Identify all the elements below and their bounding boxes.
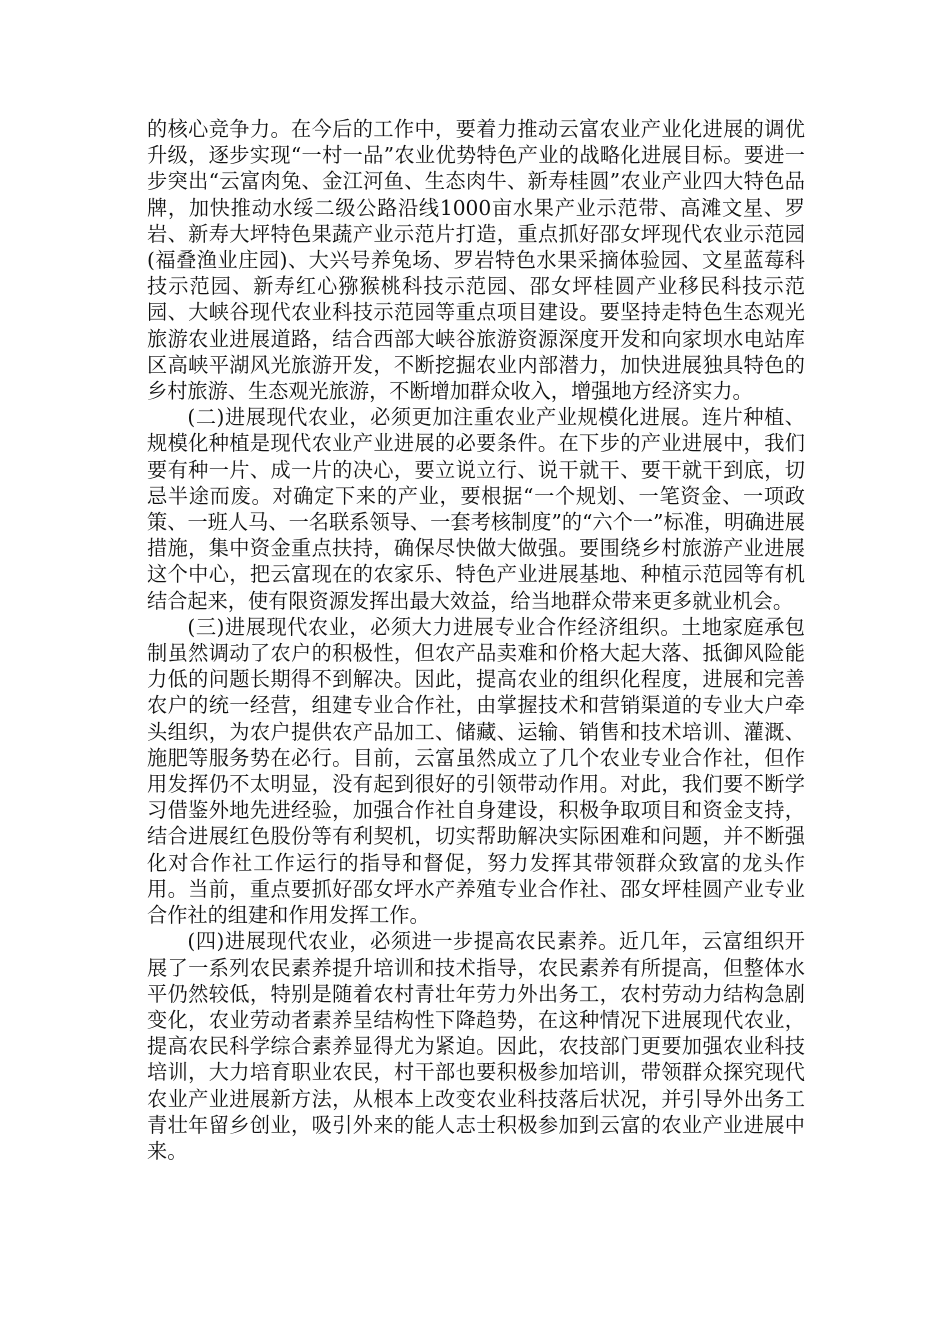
paragraph-section-4: (四)进展现代农业，必须进一步提高农民素养。近几年，云富组织开展了一系列农民素养提升培训和技术指导，农民素养有所提高，但整体水平仍然较低，特别是随着农村青壮年劳力外出务工，农村劳动力结构急剧变化，农业劳动者素养呈结构性下降趋势，在这种情况下进展现代农业，提高农民科学综合素养显得尤为紧迫。因此，农技部门更要加强农业科技培训，大力培育职业农民，村干部也要积极参加培训，带领群众探究现代农业产业进展新方法，从根本上改变农业科技落后状况，并引导外出务工青壮年留乡创业，吸引外来的能人志士积极参加到云富的农业产业进展中来。	[147, 929, 805, 1163]
paragraph-section-2: (二)进展现代农业，必须更加注重农业产业规模化进展。连片种植、规模化种植是现代农业产业进展的必要条件。在下步的产业进展中，我们要有种一片、成一片的决心，要立说立行、说干就干、要干就干到底，切忌半途而废。对确定下来的产业，要根据“一个规划、一笔资金、一项政策、一班人马、一名联系领导、一套考核制度”的“六个一”标准，明确进展措施，集中资金重点扶持，确保尽快做大做强。要围绕乡村旅游产业进展这个中心，把云富现在的农家乐、特色产业进展基地、种植示范园等有机结合起来，使有限资源发挥出最大效益，给当地群众带来更多就业机会。	[147, 405, 805, 613]
paragraph-continuation: 的核心竞争力。在今后的工作中，要着力推动云富农业产业化进展的调优升级，逐步实现“一村一品”农业优势特色产业的战略化进展目标。要进一步突出“云富肉兔、金江河鱼、生态肉牛、新寿桂圆”农业产业四大特色品牌，加快推动水绥二级公路沿线1000亩水果产业示范带、高滩文星、罗岩、新寿大坪特色果蔬产业示范片打造，重点抓好邵女坪现代农业示范园(福叠渔业庄园)、大兴号养兔场、罗岩特色水果采摘体验园、文星蓝莓科技示范园、新寿红心猕猴桃科技示范园、邵女坪桂圆产业移民科技示范园、大峡谷现代农业科技示范园等重点项目建设。要坚持走特色生态观光旅游农业进展道路，结合西部大峡谷旅游资源深度开发和向家坝水电站库区高峡平湖风光旅游开发，不断挖掘农业内部潜力，加快进展独具特色的乡村旅游、生态观光旅游，不断增加群众收入，增强地方经济实力。	[147, 117, 805, 404]
paragraph-section-3: (三)进展现代农业，必须大力进展专业合作经济组织。土地家庭承包制虽然调动了农户的积极性，但农产品卖难和价格大起大落、抵御风险能力低的问题长期得不到解决。因此，提高农业的组织化程度，进展和完善农户的统一经营，组建专业合作社，由掌握技术和营销渠道的专业大户牵头组织，为农户提供农产品加工、储藏、运输、销售和技术培训、灌溉、施肥等服务势在必行。目前，云富虽然成立了几个农业专业合作社，但作用发挥仍不太明显，没有起到很好的引领带动作用。对此，我们要不断学习借鉴外地先进经验，加强合作社自身建设，积极争取项目和资金支持，结合进展红色股份等有利契机，切实帮助解决实际困难和问题，并不断强化对合作社工作运行的指导和督促，努力发挥其带领群众致富的龙头作用。当前，重点要抓好邵女坪水产养殖专业合作社、邵女坪桂圆产业专业合作社的组建和作用发挥工作。	[147, 614, 805, 928]
document-body	[147, 116, 805, 1164]
